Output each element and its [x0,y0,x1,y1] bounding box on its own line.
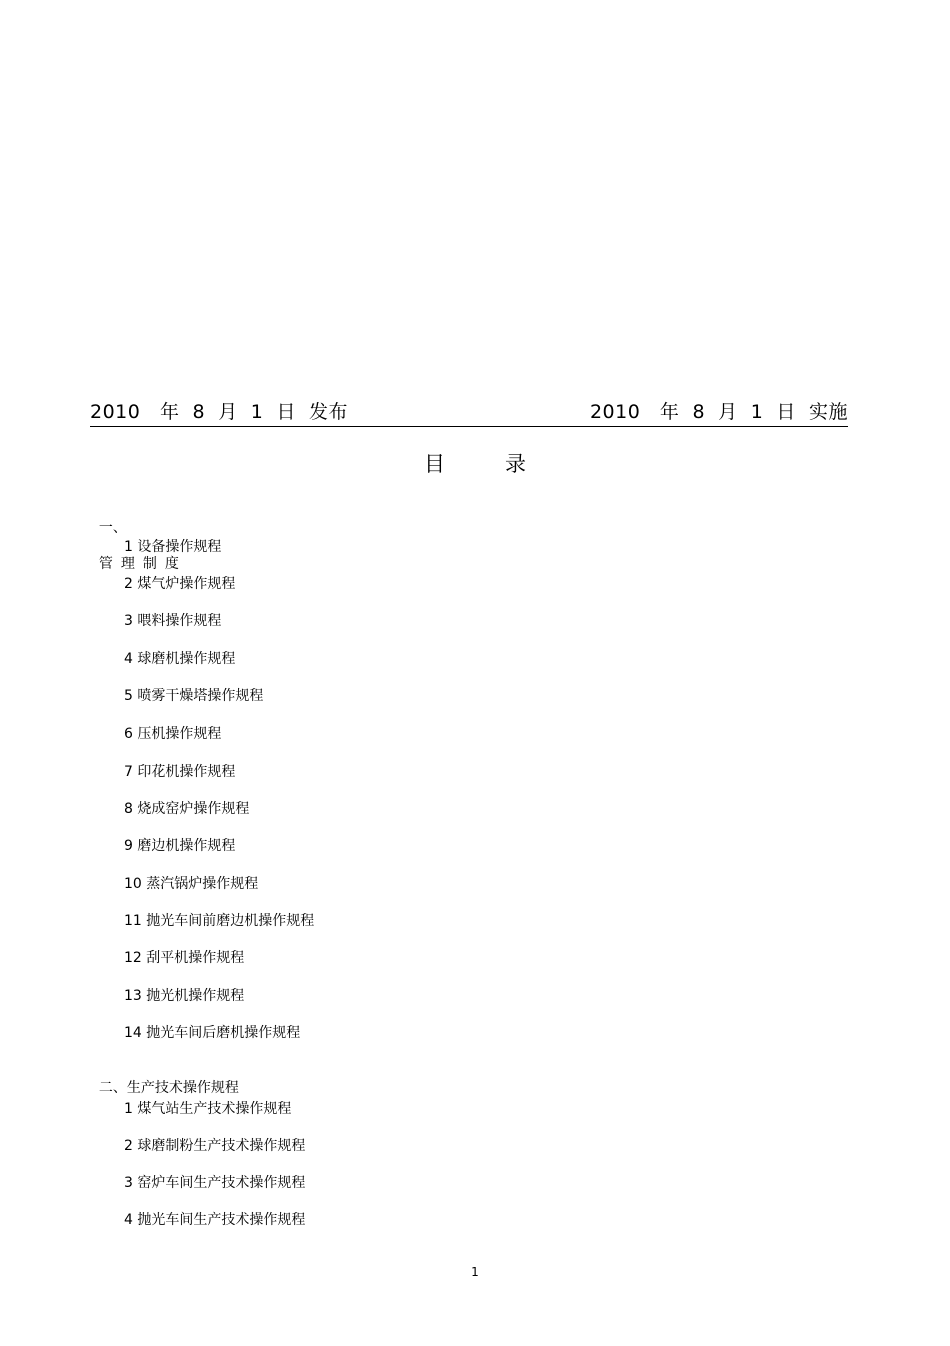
toc-item: 2 煤气炉操作规程 [124,576,236,592]
toc-item: 10 蒸汽锅炉操作规程 [124,876,259,892]
section-2-title: 生产技术操作规程 [126,1080,239,1096]
implement-date: 2010 年 8 月 1 日 实施 [589,401,848,423]
toc-item: 8 烧成窑炉操作规程 [124,801,250,817]
toc-item: 13 抛光机操作规程 [124,988,245,1004]
page-number: 1 [471,1265,479,1279]
toc-item: 3 喂料操作规程 [124,613,222,629]
toc-item: 9 磨边机操作规程 [124,838,236,854]
toc-item: 4 球磨机操作规程 [124,651,236,667]
toc-item: 1 煤气站生产技术操作规程 [124,1101,292,1117]
section-1-title: 管理制度 [98,556,187,572]
toc-item: 11 抛光车间前磨边机操作规程 [124,913,315,929]
toc-item: 1 设备操作规程 [124,539,222,555]
toc-item: 2 球磨制粉生产技术操作规程 [124,1138,306,1154]
toc-item: 3 窑炉车间生产技术操作规程 [124,1175,306,1191]
section-heading-1 [90,501,187,573]
toc-item: 12 刮平机操作规程 [124,950,245,966]
toc-title: 目录 [424,452,586,476]
toc-item: 6 压机操作规程 [124,726,222,742]
section-heading-2 [90,1061,239,1097]
date-line [90,398,848,427]
toc-item: 4 抛光车间生产技术操作规程 [124,1212,306,1228]
toc-item: 7 印花机操作规程 [124,764,236,780]
section-2-label: 二、 [98,1080,127,1096]
publish-date: 2010 年 8 月 1 日 发布 [90,401,349,423]
section-1-label: 一、 [98,520,127,536]
toc-item: 5 喷雾干燥塔操作规程 [124,688,264,704]
toc-item: 14 抛光车间后磨机操作规程 [124,1025,301,1041]
